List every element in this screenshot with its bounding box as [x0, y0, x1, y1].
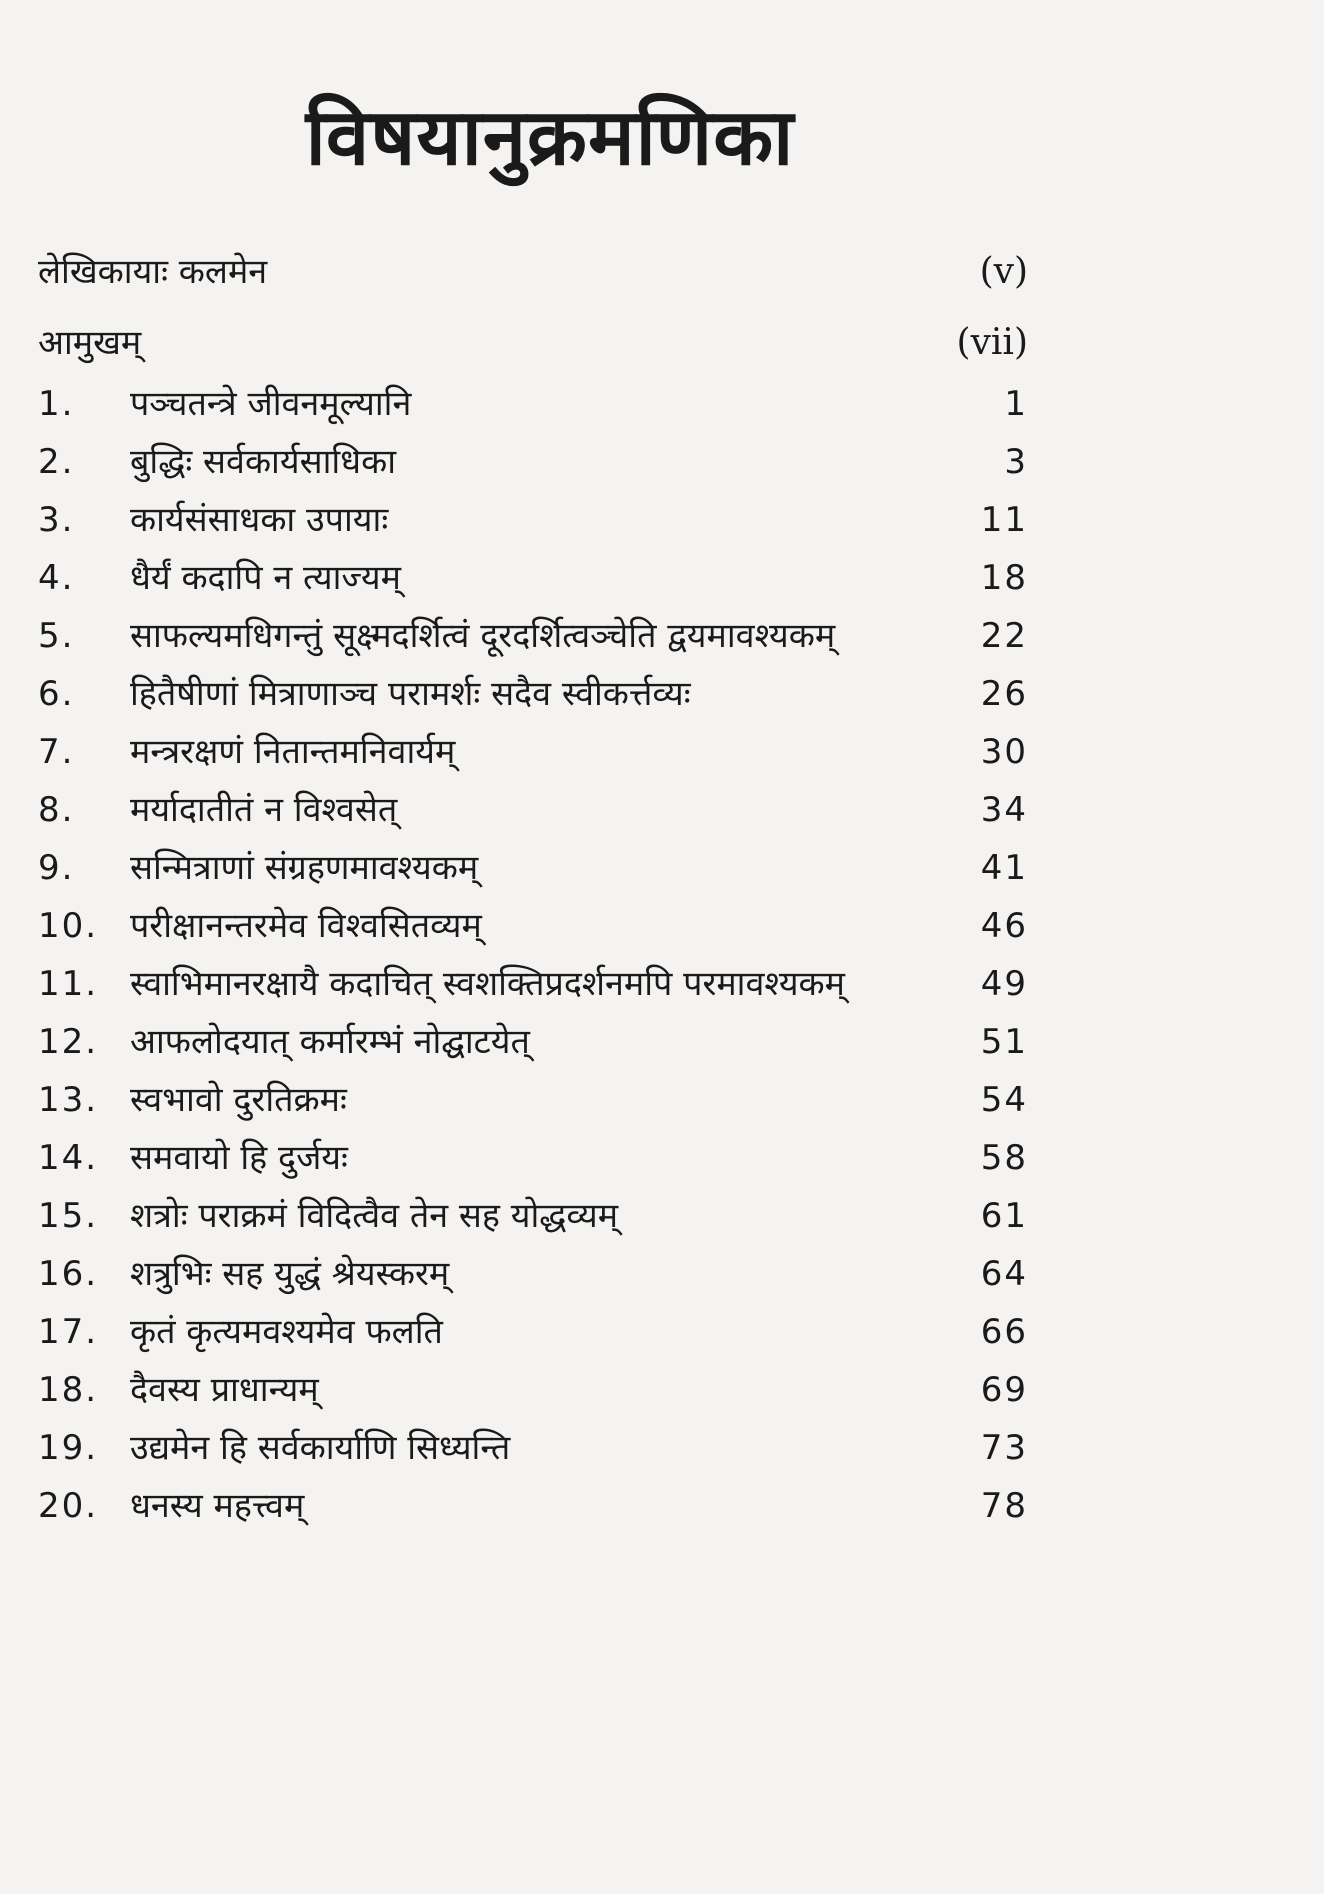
- entry-number: 2.: [38, 442, 75, 482]
- entry-text: धनस्य महत्त्वम्: [130, 1486, 305, 1526]
- entry-number: 3.: [38, 500, 75, 540]
- entry-number: 17.: [38, 1312, 99, 1352]
- entry-page: (v): [979, 251, 1028, 292]
- entry-page: 11: [980, 500, 1028, 540]
- entry-number: 20.: [38, 1486, 99, 1526]
- entry-page: 54: [980, 1080, 1028, 1120]
- entry-text: स्वाभिमानरक्षायै कदाचित् स्वशक्तिप्रदर्शनमपि परमावश्यकम्: [130, 964, 846, 1004]
- entry-number: 13.: [38, 1080, 99, 1120]
- entry-text: समवायो हि दुर्जयः: [130, 1138, 348, 1178]
- entry-page: 41: [980, 848, 1028, 888]
- entry-text: आफलोदयात् कर्मारम्भं नोद्घाटयेत्: [130, 1022, 530, 1062]
- toc-entry: [38, 1422, 1038, 1474]
- entry-page: 26: [980, 674, 1028, 714]
- entry-text: पञ्चतन्त्रे जीवनमूल्यानि: [130, 384, 412, 424]
- toc-entry: [38, 726, 1038, 778]
- entry-text: उद्यमेन हि सर्वकार्याणि सिध्यन्ति: [130, 1428, 511, 1468]
- entry-number: 15.: [38, 1196, 99, 1236]
- entry-page: 1: [1004, 384, 1028, 424]
- entry-number: 14.: [38, 1138, 99, 1178]
- entry-page: (vii): [956, 322, 1028, 363]
- toc-entry: [38, 842, 1038, 894]
- entry-number: 12.: [38, 1022, 99, 1062]
- toc-entry: [38, 958, 1038, 1010]
- entry-number: 11.: [38, 964, 99, 1004]
- entry-number: 19.: [38, 1428, 99, 1468]
- toc-entry: [38, 1480, 1038, 1532]
- entry-text: हितैषीणां मित्राणाञ्च परामर्शः सदैव स्वीकर्त्तव्यः: [130, 674, 691, 714]
- entry-text: शत्रोः पराक्रमं विदित्वैव तेन सह योद्धव्यम्: [130, 1196, 619, 1236]
- entry-page: 61: [980, 1196, 1028, 1236]
- toc-entry: [38, 900, 1038, 952]
- entry-page: 49: [980, 964, 1028, 1004]
- entry-number: 6.: [38, 674, 75, 714]
- entry-page: 64: [980, 1254, 1028, 1294]
- entry-text: लेखिकायाः कलमेन: [38, 252, 268, 292]
- toc-entry: [38, 1132, 1038, 1184]
- toc-entry-foreword: [38, 317, 1038, 369]
- entry-text: दैवस्य प्राधान्यम्: [130, 1370, 319, 1410]
- toc-entry: [38, 610, 1038, 662]
- entry-page: 34: [980, 790, 1028, 830]
- entry-page: 78: [980, 1486, 1028, 1526]
- entry-text: साफल्यमधिगन्तुं सूक्ष्मदर्शित्वं दूरदर्शित्वञ्चेति द्वयमावश्यकम्: [130, 616, 836, 656]
- toc-entry-preface: [38, 246, 1038, 298]
- toc-entry: [38, 1074, 1038, 1126]
- entry-text: बुद्धिः सर्वकार्यसाधिका: [130, 442, 397, 482]
- entry-text: आमुखम्: [38, 323, 142, 363]
- toc-entry: [38, 1248, 1038, 1300]
- toc-entry: [38, 494, 1038, 546]
- entry-page: 30: [980, 732, 1028, 772]
- entry-number: 7.: [38, 732, 75, 772]
- toc-entry: [38, 1306, 1038, 1358]
- entry-page: 22: [980, 616, 1028, 656]
- entry-number: 8.: [38, 790, 75, 830]
- entry-number: 18.: [38, 1370, 99, 1410]
- toc-entry: [38, 1364, 1038, 1416]
- entry-number: 4.: [38, 558, 75, 598]
- page-title: विषयानुक्रमणिका: [305, 93, 795, 183]
- entry-number: 10.: [38, 906, 99, 946]
- entry-page: 66: [980, 1312, 1028, 1352]
- entry-text: कार्यसंसाधका उपायाः: [130, 500, 389, 540]
- entry-page: 73: [980, 1428, 1028, 1468]
- toc-entry: [38, 1016, 1038, 1068]
- entry-number: 16.: [38, 1254, 99, 1294]
- entry-text: मर्यादातीतं न विश्वसेत्: [130, 790, 398, 830]
- toc-entry: [38, 378, 1038, 430]
- entry-text: धैर्यं कदापि न त्याज्यम्: [130, 558, 401, 598]
- toc-entry: [38, 552, 1038, 604]
- entry-page: 3: [1004, 442, 1028, 482]
- entry-text: कृतं कृत्यमवश्यमेव फलति: [130, 1312, 443, 1352]
- entry-page: 58: [980, 1138, 1028, 1178]
- entry-number: 1.: [38, 384, 75, 424]
- toc-entry: [38, 436, 1038, 488]
- entry-number: 9.: [38, 848, 75, 888]
- entry-page: 46: [980, 906, 1028, 946]
- entry-page: 18: [980, 558, 1028, 598]
- toc-entry: [38, 1190, 1038, 1242]
- entry-text: मन्त्ररक्षणं नितान्तमनिवार्यम्: [130, 732, 456, 772]
- toc-entry: [38, 668, 1038, 720]
- entry-number: 5.: [38, 616, 75, 656]
- entry-text: सन्मित्राणां संग्रहणमावश्यकम्: [130, 848, 479, 888]
- entry-page: 51: [980, 1022, 1028, 1062]
- entry-text: शत्रुभिः सह युद्धं श्रेयस्करम्: [130, 1254, 450, 1294]
- entry-page: 69: [980, 1370, 1028, 1410]
- entry-text: परीक्षानन्तरमेव विश्वसितव्यम्: [130, 906, 482, 946]
- toc-entry: [38, 784, 1038, 836]
- entry-text: स्वभावो दुरतिक्रमः: [130, 1080, 347, 1120]
